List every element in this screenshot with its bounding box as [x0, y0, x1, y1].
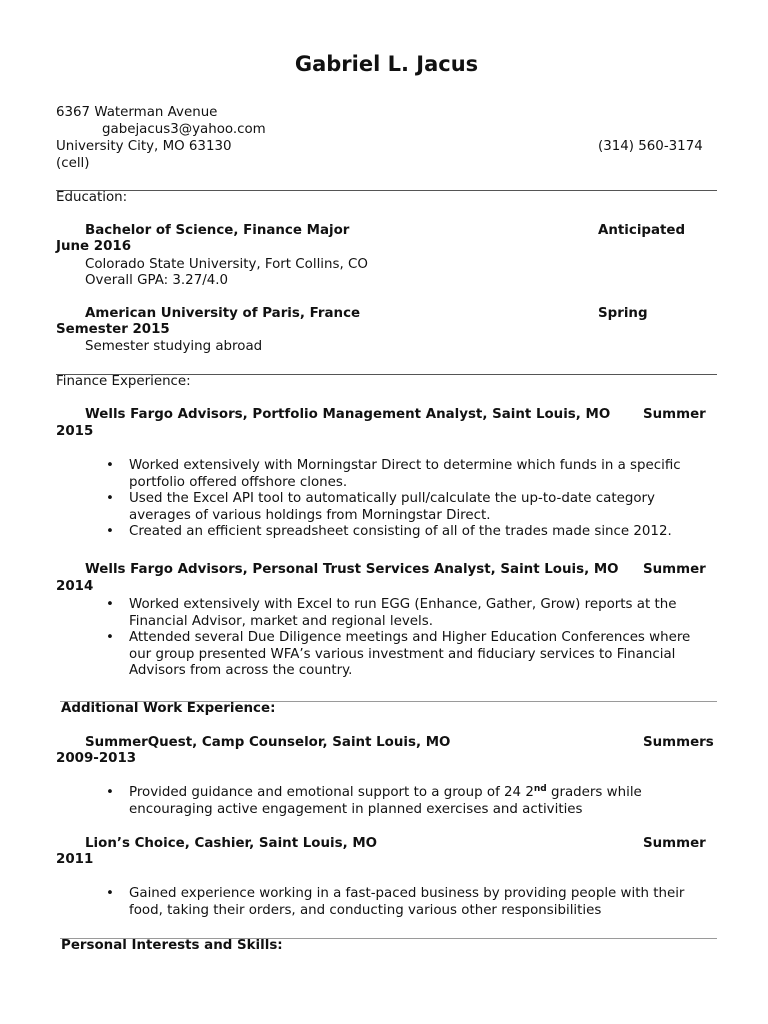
phone-type: (cell)	[56, 156, 90, 171]
bullet-icon: •	[106, 597, 114, 612]
list-item	[104, 597, 714, 630]
bullet-text: averages of various holdings from Morningstar Direct.	[129, 507, 491, 523]
bullet-text: Attended several Due Diligence meetings and Higher Education Conferences where	[129, 630, 691, 646]
bullet-icon: •	[106, 458, 114, 473]
bullet-text: Worked extensively with Excel to run EGG (Enhance, Gather, Grow) reports at the	[129, 597, 677, 612]
list-item	[104, 785, 714, 818]
bullet-text: portfolio offered offshore clones.	[129, 474, 348, 490]
list-item	[104, 491, 714, 524]
education-abroad-desc: Semester studying abroad	[85, 339, 263, 354]
bullet-text: Financial Advisor, market and regional levels.	[129, 613, 433, 629]
resume-name: Gabriel L. Jacus	[294, 52, 479, 76]
bullet-text: Provided guidance and emotional support to a group of 24 2nd graders while	[129, 784, 642, 800]
phone-number: (314) 560-3174	[598, 139, 703, 154]
job-bullet-list	[104, 886, 714, 919]
bullet-text: Advisors from across the country.	[129, 663, 353, 679]
education-degree-title: Bachelor of Science, Finance Major	[85, 223, 350, 238]
job-date: Summers	[643, 735, 714, 750]
address-line-2: University City, MO 63130	[56, 139, 232, 154]
education-abroad-date: Spring	[598, 306, 648, 321]
education-degree-date-wrap: June 2016	[56, 239, 132, 254]
job-title: Wells Fargo Advisors, Personal Trust Services Analyst, Saint Louis, MO	[85, 562, 619, 577]
bullet-text: food, taking their orders, and conducting various other responsibilities	[129, 902, 602, 918]
job-date: Summer	[643, 562, 706, 577]
education-abroad-date-wrap: Semester 2015	[56, 322, 170, 337]
job-date-wrap: 2014	[56, 579, 94, 594]
email-address: gabejacus3@yahoo.com	[102, 122, 266, 137]
bullet-text: Created an efficient spreadsheet consisting of all of the trades made since 2012.	[129, 524, 672, 540]
education-gpa: Overall GPA: 3.27/4.0	[85, 273, 229, 288]
education-heading: Education:	[56, 190, 128, 205]
job-date-wrap: 2009-2013	[56, 751, 137, 766]
bullet-icon: •	[106, 785, 114, 800]
interests-heading: Personal Interests and Skills:	[61, 938, 283, 953]
list-item	[104, 458, 714, 491]
job-date-wrap: 2015	[56, 424, 94, 439]
list-item	[104, 630, 714, 680]
list-item	[104, 886, 714, 919]
job-title: Wells Fargo Advisors, Portfolio Management Analyst, Saint Louis, MO	[85, 407, 611, 422]
education-abroad-title: American University of Paris, France	[85, 306, 361, 321]
bullet-icon: •	[106, 630, 114, 646]
bullet-text: our group presented WFA’s various investment and fiduciary services to Financial	[129, 646, 676, 662]
job-date: Summer	[643, 836, 706, 851]
job-title: Lion’s Choice, Cashier, Saint Louis, MO	[85, 836, 378, 851]
job-title: SummerQuest, Camp Counselor, Saint Louis, MO	[85, 735, 451, 750]
finance-heading: Finance Experience:	[56, 374, 191, 389]
list-item	[104, 524, 714, 541]
bullet-icon: •	[106, 491, 114, 507]
job-bullet-list	[104, 597, 714, 680]
education-school: Colorado State University, Fort Collins, CO	[85, 257, 368, 272]
education-degree-date: Anticipated	[598, 223, 686, 238]
bullet-text: Worked extensively with Morningstar Direct to determine which funds in a specific	[129, 458, 681, 473]
bullet-text: encouraging active engagement in planned exercises and activities	[129, 801, 583, 817]
bullet-text: Gained experience working in a fast-paced business by providing people with their	[129, 886, 685, 901]
job-bullet-list	[104, 458, 714, 541]
bullet-icon: •	[106, 886, 114, 901]
additional-heading: Additional Work Experience:	[61, 701, 276, 716]
job-date: Summer	[643, 407, 706, 422]
bullet-text: Used the Excel API tool to automatically pull/calculate the up-to-date category	[129, 491, 655, 507]
job-bullet-list	[104, 785, 714, 818]
section-divider	[56, 190, 717, 191]
address-line-1: 6367 Waterman Avenue	[56, 105, 218, 120]
bullet-icon: •	[106, 524, 114, 540]
job-date-wrap: 2011	[56, 852, 94, 867]
